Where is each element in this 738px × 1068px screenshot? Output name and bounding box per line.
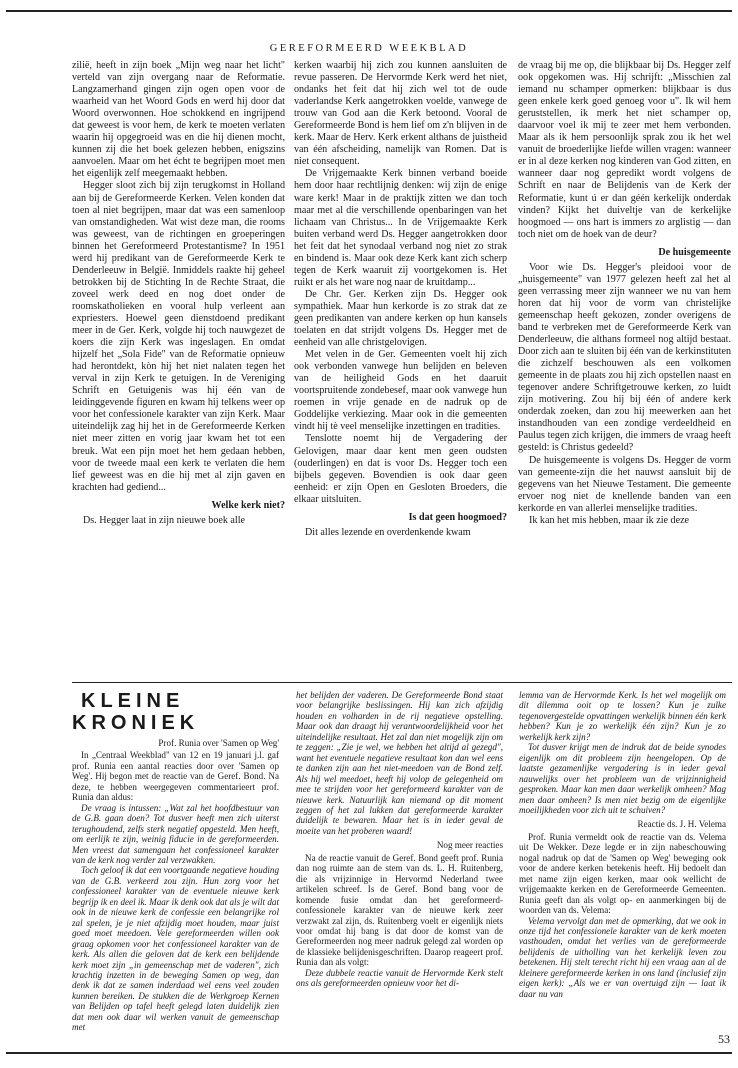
article-column-2 <box>294 60 507 655</box>
section-heading: De huisgemeente <box>658 246 731 258</box>
section-heading: Reactie ds. J. H. Velema <box>637 819 726 830</box>
paragraph: Na de reactie vanuit de Geref. Bond geeft prof. Runia dan nog ruimte aan de stem van ds. L. H. Ruitenberg, die als vrijzinnige in Hervormd Nederland twee artikelen schreef. Is de Geref. Bond bang voor de komende fusie omdat dan het gereformeerd-confessionele karakter van de nieuwe kerk zeer verzwakt zal zijn, ds. Ruitenberg voelt er eigenlijk niets voor omdat hij bang is dat door de komst van de Gereformeerden nog meer nadruk gelegd zal worden op de klassieke belijdenisgeschriften. Daarop reageert prof. Runia dan als volgt: <box>296 852 503 968</box>
paragraph: Voor wie Ds. Hegger's pleidooi voor de „huisgemeente" van 1977 gelezen heeft zal het al geen verrassing meer zijn wanneer we nu van hem horen dat hij voor de vorm van christelijke gemeenschap heeft gekozen, zonder overigens de band te verbreken met de Gereformeerde Kerk van Denderleeuw, die althans formeel nog altijd bestaat. Door zich aan te sluiten bij één van de kerkinstituten die zichzelf beschouwen als een volkomen gemeente in de plaats zou hij zich opstellen naast en tegenover andere Schriftgetrouwe kerken, zo luidt zijn motivering. Zou hij bij één of andere kerk onderdak zoeken, dan zou hij meewerken aan het instandhouden van een zondige verdeeldheid en Paulus tegen zich krijgen, die immers de vraag heeft gesteld: is Christus gedeeld? <box>518 261 731 454</box>
kroniek-column-3 <box>519 690 726 1020</box>
paragraph: Ik kan het mis hebben, maar ik zie deze <box>529 514 690 526</box>
paragraph: De Vrijgemaakte Kerk binnen verband boeide hem door haar rechtlijnig denken: wij zijn de enige ware kerk! Maar in de praktijk zitten we dan toch maar met al die verschillende openbaringen van het lichaam van Christus... In de Vrijgemaakte Kerk buiten verband werd Ds. Hegger aangetrokken door het feit dat het synodaal verband nog niet zo strak en bindend is. Maar ook deze Kerk kant zich scherp tegen de Kerk waaruit zij voortgekomen is. Het ruikt er als het ware nog naar de kruitdamp... <box>294 168 507 288</box>
paragraph: De Chr. Ger. Kerken zijn Ds. Hegger ook sympathiek. Maar hun kerkorde is zo strak dat ze geen predikanten van andere kerken op hun kansels toelaten en dat strijdt volgens Ds. Hegger met de eenheid van alle christgelovigen. <box>294 288 507 349</box>
paragraph: Ds. Hegger laat in zijn nieuwe boek alle <box>83 514 246 526</box>
paragraph: De huisgemeente is volgens Ds. Hegger de vorm van gemeente-zijn die het nauwst aansluit bij de gegevens van het Nieuwe Testament. Die gemeente ervoer nog niet de knellende banden van een kerkorde en van allerlei menselijke tradities. <box>518 454 731 514</box>
paragraph: Prof. Runia vermeldt ook de reactie van ds. Velema uit De Wekker. Deze legde er in zijn nabeschouwing nogal nadruk op dat de 'Samen op Weg' beweging ook voor de andere kerken betekenis heeft. Hij bedoelt dan met name zijn eigen kerken, maar ook wellicht de vrijgemaakte kerken en de Gereformeerde Gemeenten. Runia geeft dan als volgt op- en aanmerkingen bij de woorden van ds. Velema: <box>519 831 726 916</box>
section-heading: Is dat geen hoogmoed? <box>408 511 507 523</box>
page-number: 53 <box>718 1032 730 1046</box>
paragraph: de vraag bij me op, die blijkbaar bij Ds. Hegger zelf ook opgekomen was. Hij schrijft: „Misschien zal iemand nu schamper opmerken: blijkbaar is dus geen enkele kerk goed genoeg voor u". Ik wil hem geruststellen, ik merk het niet schamper op, daarvoor voel ik mij te zeer met hem verbonden. Maar als ik hem persoonlijk sprak zou ik het wel vanuit de broederlijke liefde willen vragen: wanneer er in al deze kerken nog kinderen van God zitten, en wanneer daar nog gepredikt wordt volgens de Schrift en naar de Belijdenis van de Kerk der Reformatie, kunt ú er dan géén kerkelijk onderdak vinden? Kijkt het duiveltje van de kerkelijke hoogmoed — ons hart is immers zo arglistig — dan toch niet om de hoek van de deur? <box>518 60 731 240</box>
top-rule <box>6 10 732 12</box>
section-heading: Welke kerk niet? <box>211 499 285 511</box>
quote-paragraph: lemma van de Hervormde Kerk. Is het wel mogelijk om dit dilemma ooit op te lossen? Kun je zulke tegenovergestelde opvattingen werkelijk binnen één kerk hebben? Kun je zo werkelijk één zijn? Kun je zo werkelijk kerk zijn? <box>519 690 726 742</box>
paragraph: Tenslotte noemt hij de Vergadering der Gelovigen, maar daar kent men geen oudsten (ouderlingen) en dat is voor Ds. Hegger toch een bijbels gegeven. Bovendien is ook daar geen eenheid: er zijn Open en Gesloten Broeders, die elkaar uitsluiten. <box>294 433 507 505</box>
kroniek-column-1 <box>72 690 279 1033</box>
quote-paragraph: Toch geloof ik dat een voortgaande negatieve houding van de G.B. verkeerd zou zijn. Hun zorg voor het confessioneel karakter van de eventuele nieuwe kerk begrijp ik en deel ik. Maar ik denk ook dat als je wilt dat ook in de nieuwe kerk de confessie een belangrijke rol zal spelen, je je niet afzijdig moet houden, maar juist goed moet meedoen. Vele gereformeerden willen ook graag opkomen voor het confessioneel karakter van de kerk. Als allen die geloven dat de kerk een belijdende kerk moet zijn „in gemeenschap met de vaderen", zich krachtig inzetten in de beweging Samen op weg, dan denk ik dat ze samen inderdaad wel eens veel zouden kunnen bereiken. De stukken die de Werkgroep Kernen van Belijden op tafel heeft gelegd laten duidelijk zien dat men ook daar wil werken vanuit de gemeenschap met <box>72 865 279 1033</box>
kleine-kroniek <box>72 690 732 1033</box>
quote-paragraph: Tot dusver krijgt men de indruk dat de beide synodes eigenlijk om dit probleem zijn heengelopen. Op de laatste gezamenlijke vergadering is in ieder geval nauwelijks over het probleem van de vrijzinnigheid gesproken. Maar kan men daar werkelijk omheen? Mag men daar omheen? Is men niet bezig om de eigenlijke moeilijkheden voor zich uit te schuiven? <box>519 742 726 815</box>
quote-paragraph: Velema vervolgt dan met de opmerking, dat we ook in onze tijd het confessionele karakter van de kerk moeten vasthouden, omdat het verlies van de gereformeerde belijdenis de uitholling van het kerkelijk leven zou betekenen. Hij stelt terecht richt hij een vraag aan al de kleinere gereformeerde kerken in ons land (inclusief zijn eigen kerk): „Als we er van overtuigd zijn — laat ik daar nu van <box>519 915 726 999</box>
section-heading: Nog meer reacties <box>436 840 503 851</box>
kroniek-title: KLEINE KRONIEK <box>72 690 200 734</box>
quote-paragraph: het belijden der vaderen. De Gereformeerde Bond staat voor belangrijke beslissingen. Hij kan zich afzijdig houden en volharden in de rij negatieve opstelling. Maar ook dan draagt hij verantwoordelijkheid voor het uiteindelijke resultaat. Het zal dan niet mogelijk zijn om te zeggen: „Zie je wel, we hebben het altijd al gezegd", want het eventuele negatieve resultaat kon dan wel eens te danken zijn aan het niet-meedoen van de Bond zelf. Als hij wel meedoet, heeft hij volop de gelegenheid om mee te strijden voor het gereformeerd karakter van de nieuwe kerk. Natuurlijk kan niemand op dit moment zeggen of het zal lukken dat gereformeerde karakter duidelijk te bewaren. Maar het is in ieder geval de moeite van het proberen waard! <box>296 690 503 836</box>
running-header: GEREFORMEERD WEEKBLAD <box>269 43 469 54</box>
paragraph: zilië, heeft in zijn boek „Mijn weg naar het licht" verteld van zijn overgang naar de Reformatie. Langzamerhand gingen zijn ogen open voor de waarheid van het Woord Gods en werd hij door dat Woord overwonnen. Hoe schokkend en ingrijpend dat geweest is voor hem, de kerk te moeten verlaten waarin hij opgegroeid was en die hij dienen mocht, kunnen zij die het boek gelezen hebben, enigszins aanvoelen. Maar om het écht te begrijpen moet men het eigenlijk zelf meegemaakt hebben. <box>72 60 285 180</box>
section-divider <box>72 682 732 683</box>
paragraph: In „Centraal Weekblad" van 12 en 19 januari j.l. gaf prof. Runia een aantal reacties door over 'Samen op Weg'. Hij begon met de reactie van de Geref. Bond. Na deze, te hebben weergegeven commentarieert prof. Runia dan aldus: <box>72 750 279 803</box>
article-column-1 <box>72 60 285 655</box>
paragraph: Dit alles lezende en overdenkende kwam <box>305 526 471 538</box>
paragraph: Met velen in de Ger. Gemeenten voelt hij zich ook verbonden vanwege hun belijden en beleven van de heiligheid Gods en het daaruit voortspruitende zondebesef, maar ook vanwege hun roemen in vrije genade en de nadruk op de Goddelijke verkiezing. Maar ook in die gemeenten vindt hij tè veel menselijke inzettingen en tradities. <box>294 349 507 433</box>
paragraph: Hegger sloot zich bij zijn terugkomst in Holland aan bij de Gereformeerde Kerken. Velen konden dat toen al niet begrijpen, maar dat was een samenloop van omstandigheden. Wat wist deze man, die rooms was geweest, van de richtingen en groeperingen binnen het Gereformeerd Protestantisme? In 1951 werd hij predikant van de Gereformeerde Kerk te Denderleeuw in België. Inmiddels raakte hij geheel betrokken bij de Stichting In de Rechte Straat, die zoveel werk deed en nog doet onder de roomskatholieken en vooral hulp verleent aan expriesters. Hoewel geen dienstdoend predikant meer in de Ger. Kerk, volgde hij toch nauwgezet de koers die zijn Kerk was ingeslagen. En omdat hijzelf het „Sola Fide" van de Reformatie opnieuw had herontdekt, kòn hij het niet nalaten tegen het verval in zijn Kerk te getuigen. In de Vereniging Schrift en Getuigenis was hij één van de leidinggevende figuren en kwam hij telkens weer op voor het confessionele karakter van zijn Kerk. Maar uiteindelijk zag hij het in de Gereformeerde Kerken niet meer zitten en vorig jaar kwam het tot een breuk. Wat een pijn moet het hem gedaan hebben, voor de tweede maal een kerk te verlaten die hem lief geweest was en die hij met al zijn gaven en krachten had gediend... <box>72 180 285 493</box>
kroniek-column-2 <box>296 690 503 1020</box>
quote-paragraph: Deze dubbele reactie vanuit de Hervormde Kerk stelt ons als gereformeerden opnieuw voor het di- <box>296 967 503 989</box>
bottom-rule <box>6 1052 732 1054</box>
article-body <box>72 60 732 655</box>
paragraph: kerken waarbij hij zich zou kunnen aansluiten de revue passeren. De Hervormde Kerk werd het niet, ondanks het feit dat hij zich wel tot de oude vaderlandse Kerk aangetrokken voelde, vanwege de trouw van God aan die Kerk betoond. Vooral de Gereformeerde Bond is hem lief om z'n blijven in de kerk. Maar de Herv. Kerk erkent althans de juistheid van één afscheiding, namelijk van Romen. Dat is niet consequent. <box>294 60 507 168</box>
kroniek-subtitle: Prof. Runia over 'Samen op Weg' <box>158 738 279 748</box>
article-column-3 <box>518 60 731 655</box>
quote-paragraph: De vraag is intussen: „Wat zal het hoofdbestuur van de G.B. gaan doen? Tot dusver heeft men zich uiterst terughoudend, zelfs sterk negatief opgesteld. Men heeft, om eerlijk te zijn, weinig fiducie in de gereformeerden. Men vreest dat samengaan het confessioneel karakter van de kerk nog verder zal verzwakken. <box>72 802 279 865</box>
